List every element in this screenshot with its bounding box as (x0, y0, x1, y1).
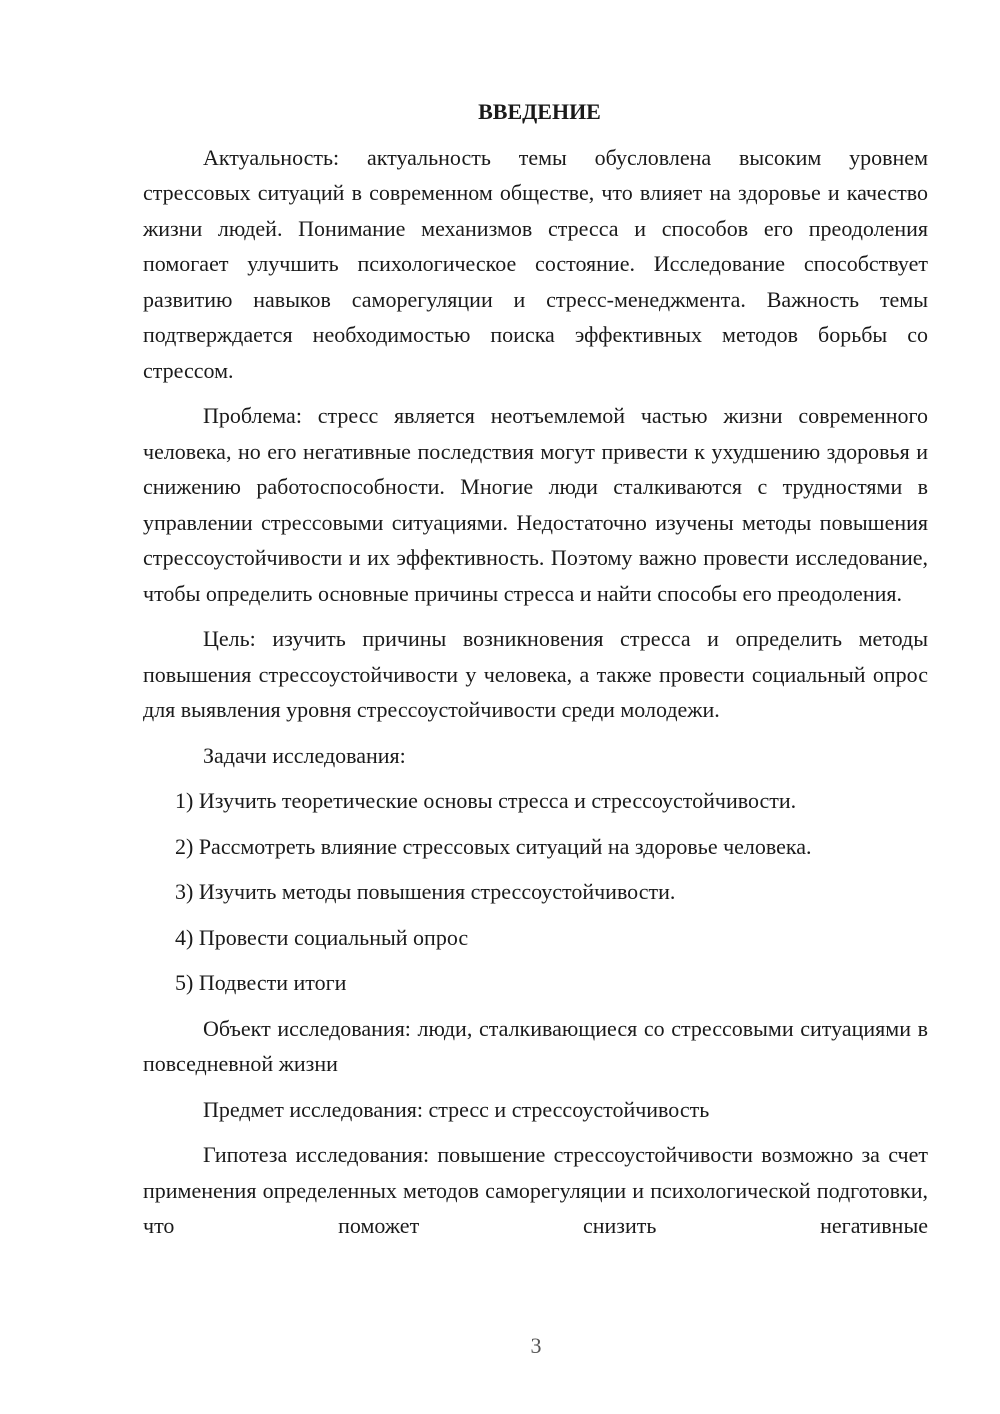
tasks-heading: Задачи исследования: (203, 742, 406, 768)
paragraph-relevance: Актуальность: актуальность темы обусловлена высоким уровнем стрессовых ситуаций в современном обществе, что влияет на здоровье и качество жизни людей. Понимание механизмов стресса и способов его преодоления помогает улучшить психологическое состояние. Исследование способствует развитию навыков саморегуляции и стресс-менеджмента. Важность темы подтверждается необходимостью поиска эффективных методов борьбы со стрессом. (143, 144, 928, 383)
list-item: 2) Рассмотреть влияние стрессовых ситуаций на здоровье человека. (175, 833, 812, 859)
list-item: 5) Подвести итоги (175, 970, 347, 995)
paragraph-goal: Цель: изучить причины возникновения стресса и определить методы повышения стрессоустойчивости у человека, а также провести социальный опрос для выявления уровня стрессоустойчивости среди молодежи. (143, 626, 928, 722)
paragraph-hypothesis: Гипотеза исследования: повышение стрессоустойчивости возможно за счет применения определенных методов саморегуляции и психологической подготовки, что поможет снизить негативные (143, 1142, 928, 1238)
paragraph-subject: Предмет исследования: стресс и стрессоустойчивость (203, 1096, 710, 1122)
list-item: 1) Изучить теоретические основы стресса и стрессоустойчивости. (175, 788, 797, 813)
paragraph-object: Объект исследования: люди, сталкивающиеся со стрессовыми ситуациями в повседневной жизни (143, 1015, 928, 1076)
page-number: 3 (530, 1333, 542, 1358)
list-item: 3) Изучить методы повышения стрессоустойчивости. (175, 879, 676, 904)
page-content (143, 94, 928, 1254)
page-title: ВВЕДЕНИЕ (478, 99, 601, 124)
tasks-list (143, 783, 928, 1001)
list-item: 4) Провести социальный опрос (175, 924, 469, 950)
paragraph-problem: Проблема: стресс является неотъемлемой частью жизни современного человека, но его негативные последствия могут привести к ухудшению здоровья и снижению работоспособности. Многие люди сталкиваются с трудностями в управлении стрессовыми ситуациями. Недостаточно изучены методы повышения стрессоустойчивости и их эффективность. Поэтому важно провести исследование, чтобы определить основные причины стресса и найти способы его преодоления. (143, 403, 928, 606)
